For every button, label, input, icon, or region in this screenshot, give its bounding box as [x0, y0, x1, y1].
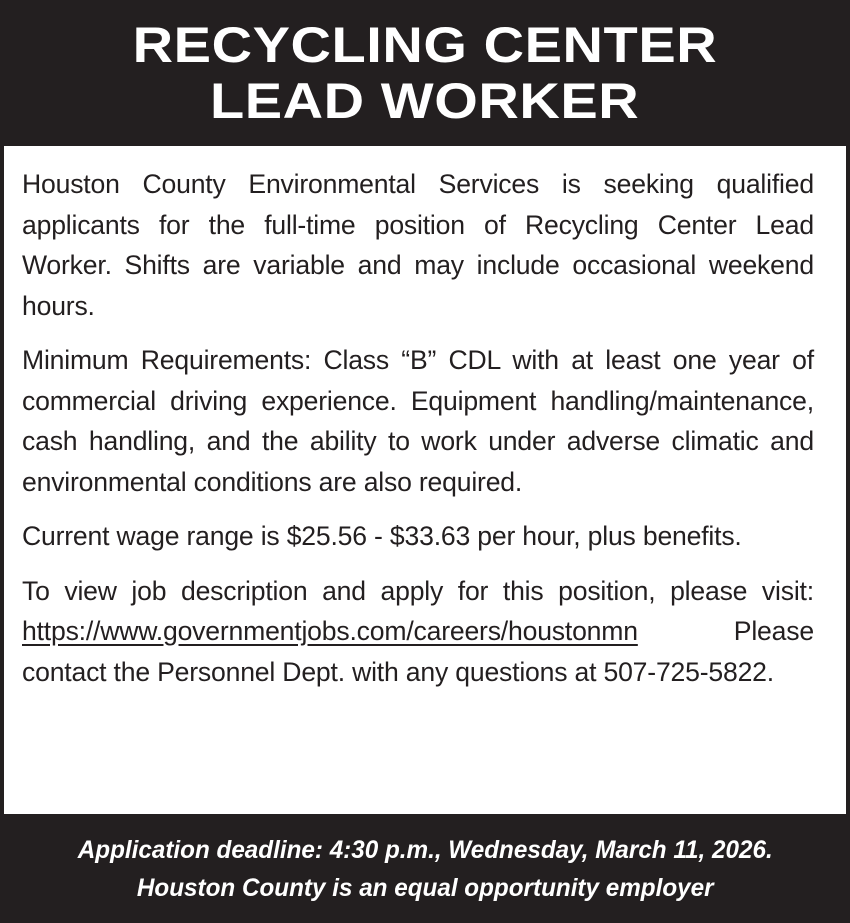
wage-paragraph: Current wage range is $25.56 - $33.63 per hour, plus benefits. [22, 521, 742, 551]
apply-paragraph [22, 571, 814, 693]
contact-text: Please contact the Personnel Dept. with any questions at 507-725-5822. [22, 616, 814, 687]
apply-intro-text: To view job description and apply for this position, please visit: [22, 575, 814, 606]
requirements-paragraph: Minimum Requirements: Class “B” CDL with at least one year of commercial driving experience. Equipment handling/maintenance, cash handling, and the ability to work under adverse climatic and environmental conditions are also required. [22, 345, 814, 497]
ad-title-line-1: RECYCLING CENTER [132, 17, 718, 73]
intro-paragraph: Houston County Environmental Services is seeking qualified applicants for the full-time position of Recycling Center Lead Worker. Shifts are variable and may include occasional weekend hours. [22, 169, 814, 321]
application-deadline: Application deadline: 4:30 p.m., Wednesday, March 11, 2026. [77, 835, 773, 864]
careers-link[interactable]: https://www.governmentjobs.com/careers/houstonmn [22, 616, 638, 646]
ad-body [4, 146, 846, 814]
ad-footer [0, 814, 850, 923]
equal-opportunity-statement: Houston County is an equal opportunity employer [136, 873, 714, 902]
ad-title-line-2: LEAD WORKER [210, 73, 640, 129]
ad-header [0, 0, 850, 146]
